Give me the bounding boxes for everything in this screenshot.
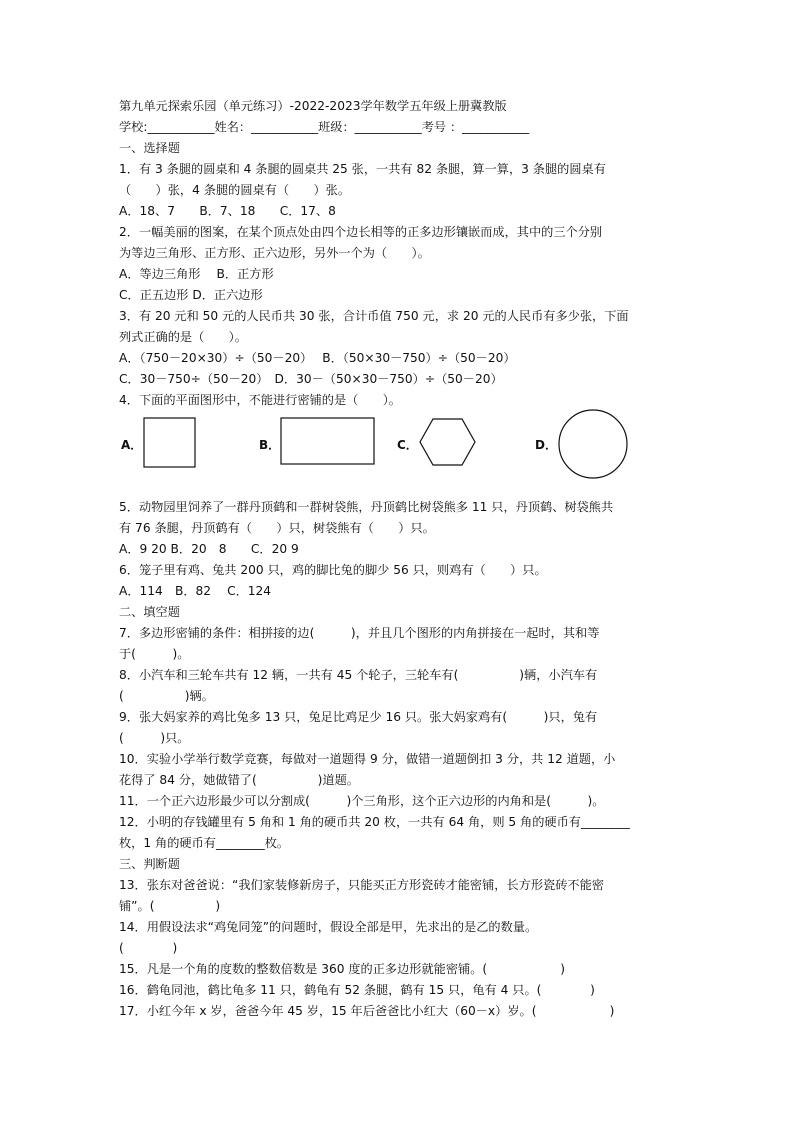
- question-3-line-2: 列式正确的是（ ）。: [119, 330, 247, 344]
- question-5-line-1: 5．动物园里饲养了一群丹顶鹤和一群树袋熊，丹顶鹤比树袋熊多 11 只，丹顶鹤、树袋熊共: [119, 500, 614, 514]
- question-7-line-2: 于( )。: [119, 647, 190, 661]
- question-8-line-2: ( )辆。: [119, 689, 214, 703]
- worksheet-page: [119, 96, 679, 1022]
- question-12-line-2: 枚，1 角的硬币有________枚。: [119, 836, 290, 850]
- question-11-line-1: 11．一个正六边形最少可以分割成( )个三角形，这个正六边形的内角和是( )。: [119, 794, 605, 808]
- question-6-options: A．114 B．82 C．124: [119, 584, 272, 598]
- question-2-options-2: C．正五边形 D．正六边形: [119, 288, 263, 302]
- shape-label-c: C．: [397, 438, 418, 452]
- question-1-line-2: （ ）张，4 条腿的圆桌有（ ）张。: [119, 183, 351, 197]
- section-heading-judge: 三、判断题: [119, 857, 180, 871]
- question-13-line-2: 铺”。( ): [119, 899, 221, 913]
- question-2-options-1: A．等边三角形 B．正方形: [119, 267, 274, 281]
- question-9-line-1: 9．张大妈家养的鸡比兔多 13 只，兔足比鸡足少 16 只。张大妈家鸡有( )只，兔有: [119, 710, 598, 724]
- question-4-shapes: [119, 415, 679, 489]
- shape-label-d: D．: [535, 438, 557, 452]
- section-heading-choice: 一、选择题: [119, 141, 180, 155]
- question-1-line-1: 1．有 3 条腿的圆桌和 4 条腿的圆桌共 25 张，一共有 82 条腿，算一算，3 条腿的圆桌有: [119, 162, 606, 176]
- question-9-line-2: ( )只。: [119, 731, 190, 745]
- question-8-line-1: 8．小汽车和三轮车共有 12 辆，一共有 45 个轮子，三轮车有( )辆，小汽车有: [119, 668, 598, 682]
- square-shape: [143, 415, 197, 473]
- shape-label-b: B．: [259, 438, 281, 452]
- hexagon-shape: [419, 415, 477, 473]
- question-3-options-2: C．30－750÷（50－20） D．30－（50×30－750）÷（50－20）: [119, 372, 503, 386]
- question-4-line-1: 4．下面的平面图形中，不能进行密铺的是（ ）。: [119, 393, 401, 407]
- question-16-line-1: 16．鹤龟同池，鹤比龟多 11 只，鹤龟有 52 条腿，鹤有 15 只，龟有 4 只。( ): [119, 983, 595, 997]
- question-3-line-1: 3．有 20 元和 50 元的人民币共 30 张，合计币值 750 元，求 20 元的人民币有多少张，下面: [119, 309, 629, 323]
- question-3-options-1: A．（750－20×30）÷（50－20） B．（50×30－750）÷（50－20）: [119, 351, 516, 365]
- question-17-line-1: 17．小红今年 x 岁，爸爸今年 45 岁，15 年后爸爸比小红大（60－x）岁。( ): [119, 1004, 615, 1018]
- question-13-line-1: 13．张东对爸爸说：“我们家装修新房子，只能买正方形瓷砖才能密铺，长方形瓷砖不能密: [119, 878, 604, 892]
- rectangle-shape: [280, 415, 376, 473]
- worksheet-title: 第九单元探索乐园（单元练习）-2022-2023学年数学五年级上册冀教版: [119, 99, 507, 113]
- shape-label-a: A．: [121, 438, 143, 452]
- question-14-line-1: 14．用假设法求“鸡兔同笼”的问题时，假设全部是甲，先求出的是乙的数量。: [119, 920, 538, 934]
- question-10-line-2: 花得了 84 分，她做错了( )道题。: [119, 773, 359, 787]
- question-14-line-2: ( ): [119, 941, 178, 955]
- question-5-options: A．9 20 B．20 8 C．20 9: [119, 542, 299, 556]
- question-2-line-2: 为等边三角形、正方形、正六边形，另外一个为（ ）。: [119, 246, 430, 260]
- circle-shape: [557, 409, 631, 467]
- question-2-line-1: 2．一幅美丽的图案，在某个顶点处由四个边长相等的正多边形镶嵌而成，其中的三个分别: [119, 225, 603, 239]
- question-10-line-1: 10．实验小学举行数学竞赛，每做对一道题得 9 分，做错一道题倒扣 3 分，共 12 道题，小: [119, 752, 616, 766]
- question-12-line-1: 12．小明的存钱罐里有 5 角和 1 角的硬币共 20 枚，一共有 64 角，则 5 角的硬币有________: [119, 815, 630, 829]
- question-5-line-2: 有 76 条腿，丹顶鹤有（ ）只，树袋熊有（ ）只。: [119, 521, 435, 535]
- question-1-options: A．18、7 B．7、18 C．17、8: [119, 204, 336, 218]
- student-info-line: 学校:___________姓名：___________班级：___________考号 ：___________: [119, 120, 530, 134]
- question-7-line-1: 7．多边形密铺的条件：相拼接的边( )，并且几个图形的内角拼接在一起时，其和等: [119, 626, 600, 640]
- question-15-line-1: 15．凡是一个角的度数的整数倍数是 360 度的正多边形就能密铺。( ): [119, 962, 566, 976]
- question-6-line-1: 6．笼子里有鸡、兔共 200 只，鸡的脚比兔的脚少 56 只，则鸡有（ ）只。: [119, 563, 547, 577]
- section-heading-fill: 二、填空题: [119, 605, 180, 619]
